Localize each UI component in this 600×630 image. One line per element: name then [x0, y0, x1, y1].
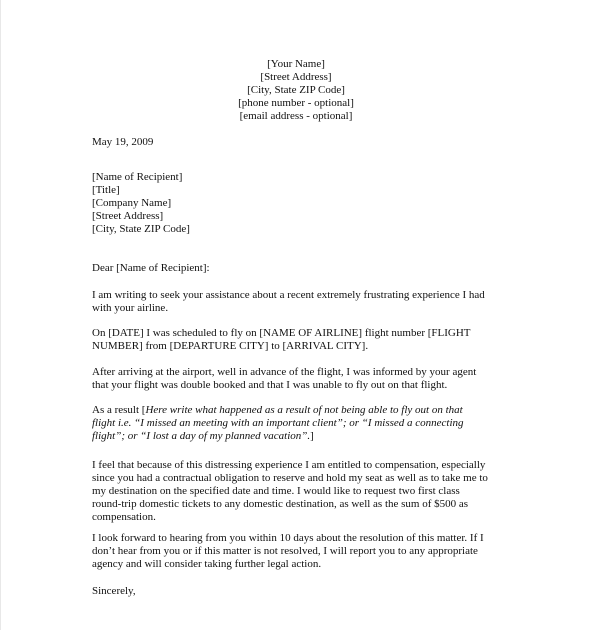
consequences-instruction-line-1: Here write what happened as a result of not being able to fly out on that: [145, 404, 463, 416]
letter-date: May 19, 2009: [92, 136, 154, 148]
sender-email: [email address - optional]: [239, 110, 353, 122]
paragraph-line: I am writing to seek your assistance about a recent extremely frustrating experience I had: [92, 289, 485, 301]
paragraph-line: [92, 417, 512, 430]
paragraph-line: I feel that because of this distressing experience I am entitled to compensation, especially: [92, 459, 486, 471]
sender-name: [Your Name]: [267, 58, 325, 70]
recipient-address-block: [92, 171, 190, 236]
paragraph-flight-details: [92, 327, 512, 353]
paragraph-line: round-trip domestic tickets to any domestic destination, as well as the sum of $500 as: [92, 498, 469, 510]
sender-phone: [phone number - optional]: [238, 97, 354, 109]
paragraph-line: that your flight was double booked and that I was unable to fly out on that flight.: [92, 379, 448, 391]
paragraph-line: After arriving at the airport, well in advance of the flight, I was informed by your agent: [92, 366, 477, 378]
recipient-company: [Company Name]: [92, 197, 172, 209]
paragraph-line: compensation.: [92, 511, 156, 523]
paragraph-line: since you had a contractual obligation to reserve and hold my seat as well as to take me to: [92, 472, 488, 484]
paragraph-request-assistance: [92, 289, 512, 315]
paragraph-closing-request: [92, 532, 512, 571]
paragraph-line: don’t hear from you or if this matter is not resolved, I will report you to any appropriate: [92, 545, 478, 557]
paragraph-line: agency and will consider taking further legal action.: [92, 558, 322, 570]
consequences-suffix: ]: [310, 430, 314, 442]
recipient-street: [Street Address]: [92, 210, 164, 222]
consequences-prefix: As a result [: [92, 404, 146, 416]
consequences-instruction-line-2: flight i.e. “I missed an meeting with an important client”; or “I missed a connecting: [92, 417, 464, 429]
sender-street: [Street Address]: [260, 71, 332, 83]
sender-address-block: [201, 58, 391, 123]
paragraph-compensation-request: [92, 459, 512, 524]
paragraph-line: my destination on the specified date and time. I would like to request two first class: [92, 485, 460, 497]
paragraph-double-booked: [92, 366, 512, 392]
sender-city-state-zip: [City, State ZIP Code]: [247, 84, 345, 96]
paragraph-line: with your airline.: [92, 302, 169, 314]
recipient-title: [Title]: [92, 184, 120, 196]
paragraph-line: NUMBER] from [DEPARTURE CITY] to [ARRIVAL CITY].: [92, 340, 369, 352]
consequences-instruction-line-3: flight”; or “I lost a day of my planned vacation”.: [92, 430, 311, 442]
closing-salutation: Sincerely,: [92, 585, 136, 597]
paragraph-line: On [DATE] I was scheduled to fly on [NAME OF AIRLINE] flight number [FLIGHT: [92, 327, 471, 339]
recipient-name: [Name of Recipient]: [92, 171, 183, 183]
paragraph-consequences: [92, 404, 512, 443]
paragraph-line: [92, 430, 512, 443]
paragraph-line: I look forward to hearing from you within 10 days about the resolution of this matter. If I: [92, 532, 484, 544]
paragraph-line: [92, 404, 512, 417]
greeting: Dear [Name of Recipient]:: [92, 262, 210, 274]
recipient-city-state-zip: [City, State ZIP Code]: [92, 223, 190, 235]
